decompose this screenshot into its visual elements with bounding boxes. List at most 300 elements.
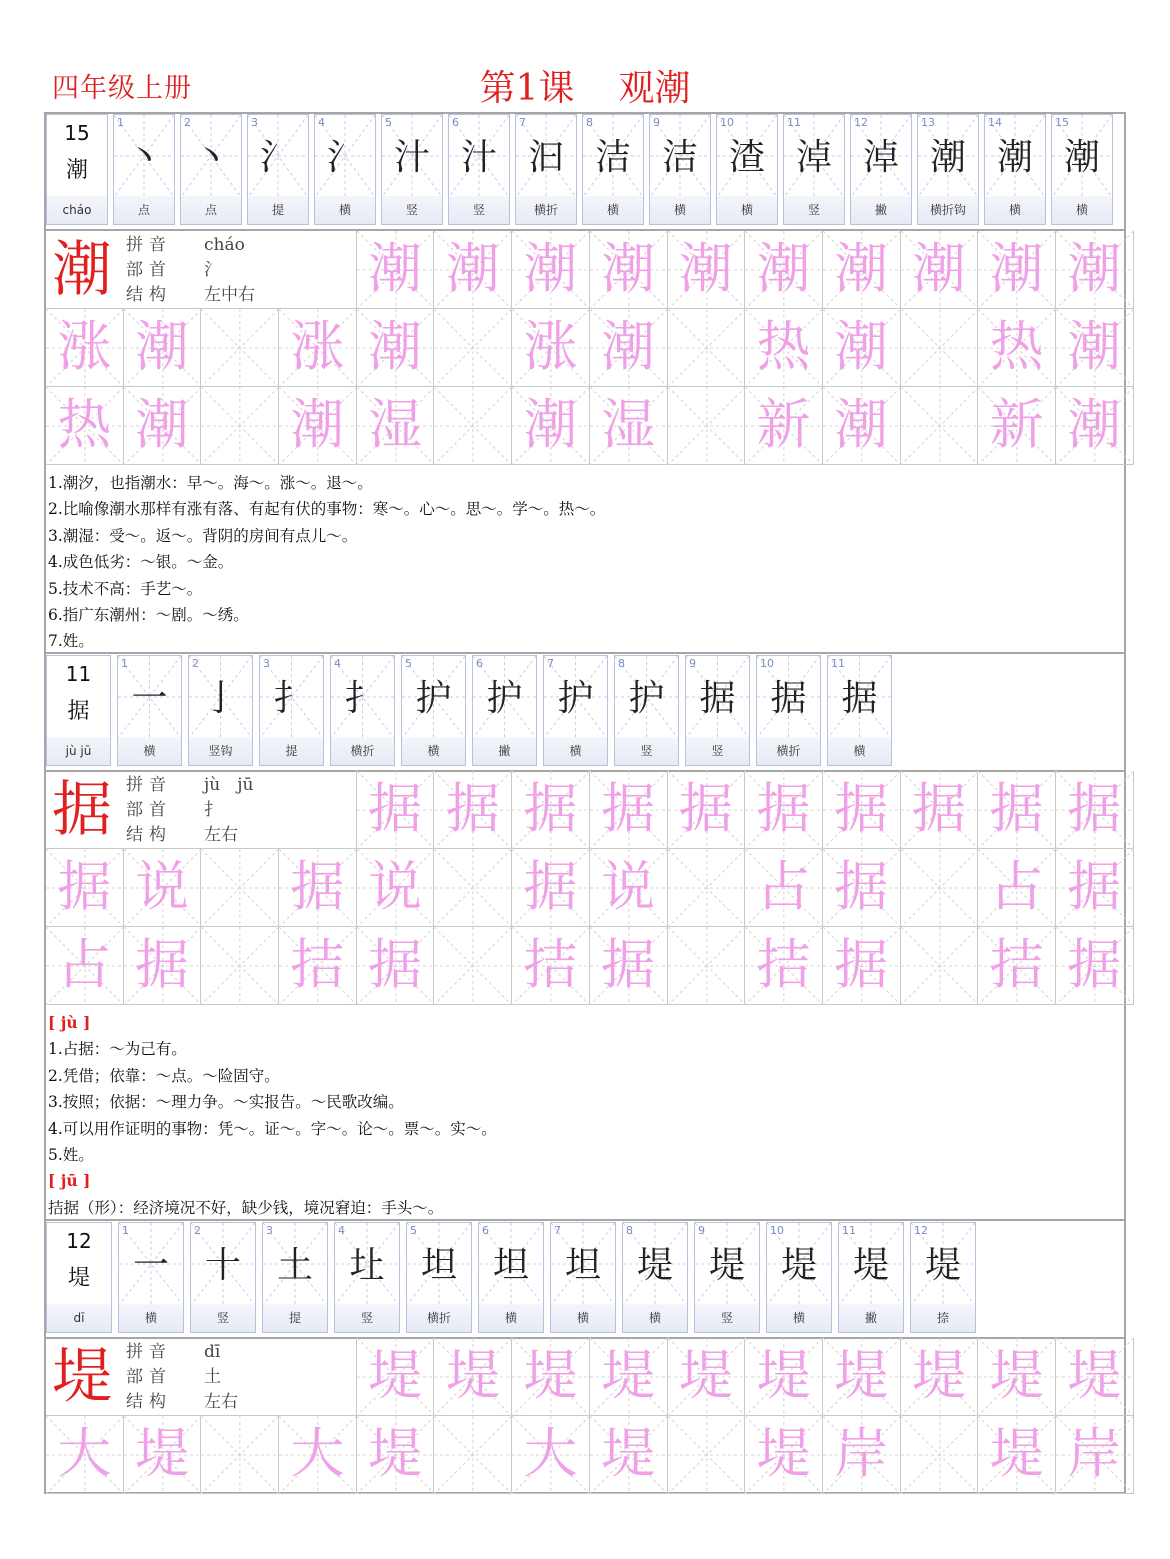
stroke-step-number: 1 [117,116,124,129]
practice-row [357,771,1134,849]
stroke-step-name: 横 [650,196,710,224]
practice-character: 潮 [834,393,889,456]
practice-cell [978,849,1056,927]
practice-character: 拮 [989,933,1044,996]
stroke-step-number: 11 [831,657,845,670]
stroke-step-name: 捺 [911,1304,975,1332]
practice-cell [124,849,202,927]
stroke-step-name: 竖 [695,1304,759,1332]
stroke-step-number: 5 [405,657,412,670]
practice-cell [512,1338,590,1416]
char-info-value: 左右 [204,1392,238,1412]
grid-guide-lines [668,309,746,387]
practice-character: 据 [911,777,966,840]
stroke-count: 15 [64,121,90,145]
practice-cell [357,771,435,849]
practice-character: 岸 [834,1422,889,1485]
practice-cell [512,849,590,927]
stroke-step-cell [515,114,577,225]
definition-line: 3.按照；依据：～理力争。～实报告。～民歌改编。 [48,1093,404,1112]
practice-character: 湿 [601,393,656,456]
practice-character: 潮 [523,237,578,300]
practice-cell [357,309,435,387]
stroke-step-name: 横折 [516,196,576,224]
practice-character: 堤 [1067,1344,1122,1407]
practice-character: 占 [57,933,112,996]
practice-character: 堤 [756,1344,811,1407]
practice-cell [978,309,1056,387]
char-info-cell [46,1338,357,1416]
main-character: 潮 [52,235,112,305]
stroke-step-name: 横 [828,737,891,765]
practice-cell [1056,927,1134,1005]
char-info-label: 拼音 [126,775,172,795]
practice-cell [823,849,901,927]
stroke-count-cell [46,655,111,766]
stroke-char-pinyin: jù jū [47,737,110,765]
stroke-step-box [839,1223,903,1306]
stroke-step-box [985,115,1045,198]
char-info-line [126,233,255,258]
stroke-step-cell [838,1222,904,1333]
stroke-step-box [623,1223,687,1306]
practice-cell [124,927,202,1005]
stroke-step-cell [180,114,242,225]
stroke-step-cell [827,655,892,766]
practice-cell [357,927,435,1005]
practice-cell [901,231,979,309]
definition-line: 1.占据：～为己有。 [48,1040,187,1059]
stroke-step-name: 竖钩 [189,737,252,765]
stroke-step-box [479,1223,543,1306]
practice-cell [434,309,512,387]
practice-character: 潮 [911,237,966,300]
definition-line: 4.可以用作证明的事物：凭～。证～。字～。论～。票～。实～。 [48,1119,497,1138]
practice-character: 据 [445,777,500,840]
practice-character: 据 [1067,933,1122,996]
stroke-count-cell [46,1222,112,1333]
stroke-step-glyph: 土 [276,1245,313,1286]
practice-cell [590,849,668,927]
char-info-label: 部首 [126,800,172,820]
char-info-label: 结构 [126,825,172,845]
stroke-step-number: 3 [266,1224,273,1237]
practice-cell [978,927,1056,1005]
stroke-step-name: 提 [263,1304,327,1332]
stroke-step-cell [850,114,912,225]
stroke-step-box [767,1223,831,1306]
practice-cell [434,387,512,465]
practice-character: 据 [290,855,345,918]
char-info-value: 左中右 [204,285,255,305]
practice-cell [279,927,357,1005]
practice-character: 潮 [135,315,190,378]
stroke-step-number: 4 [338,1224,345,1237]
practice-cell [978,1416,1056,1494]
practice-character: 潮 [135,393,190,456]
stroke-step-number: 10 [720,116,734,129]
stroke-step-number: 6 [476,657,483,670]
stroke-step-box [686,656,749,739]
stroke-step-box [191,1223,255,1306]
stroke-step-box [260,656,323,739]
practice-character: 湿 [368,393,423,456]
char-info-line [126,1340,238,1365]
practice-cell [357,1338,435,1416]
stroke-count-cell [46,114,108,225]
practice-cell [512,771,590,849]
practice-character: 潮 [1067,315,1122,378]
stroke-step-number: 6 [452,116,459,129]
practice-cell [590,1416,668,1494]
stroke-step-number: 10 [770,1224,784,1237]
stroke-char-pinyin: dī [47,1304,111,1332]
practice-character: 说 [135,855,190,918]
stroke-step-box [1052,115,1112,198]
practice-character: 据 [601,933,656,996]
definition-line: 2.比喻像潮水那样有涨有落、有起有伏的事物：寒～。心～。思～。学～。热～。 [48,500,606,519]
practice-cell [823,1338,901,1416]
stroke-step-name: 提 [248,196,308,224]
stroke-step-glyph: 潮 [996,137,1033,178]
practice-character: 涨 [523,315,578,378]
practice-row [46,309,1134,387]
stroke-step-box [248,115,308,198]
stroke-step-glyph: 扌 [344,678,381,719]
stroke-step-box [757,656,820,739]
stroke-step-number: 8 [618,657,625,670]
stroke-step-cell [113,114,175,225]
stroke-step-glyph: 丶 [125,137,162,178]
grid-guide-lines [201,309,279,387]
stroke-step-glyph: 坦 [420,1245,457,1286]
practice-cell [823,387,901,465]
stroke-step-cell [117,655,182,766]
practice-cell [901,927,979,1005]
practice-cell [590,927,668,1005]
stroke-step-number: 4 [318,116,325,129]
stroke-step-box [544,656,607,739]
practice-character: 潮 [523,393,578,456]
stroke-char: 堤 [67,1266,90,1291]
stroke-step-name: 横 [1052,196,1112,224]
practice-cell [823,771,901,849]
stroke-step-name: 横 [544,737,607,765]
stroke-step-number: 11 [787,116,801,129]
practice-character: 潮 [1067,237,1122,300]
stroke-step-box [382,115,442,198]
practice-cell [434,1338,512,1416]
practice-cell [901,771,979,849]
stroke-step-glyph: 汁 [460,137,497,178]
stroke-step-box [119,1223,183,1306]
stroke-step-number: 8 [586,116,593,129]
practice-character: 据 [678,777,733,840]
stroke-step-cell [756,655,821,766]
stroke-step-cell [330,655,395,766]
stroke-step-glyph: 据 [699,678,736,719]
practice-cell [668,927,746,1005]
char-info-label: 结构 [126,1392,172,1412]
practice-cell [590,309,668,387]
practice-cell [978,771,1056,849]
stroke-step-glyph: 洁 [594,137,631,178]
grid-guide-lines [434,387,512,465]
practice-cell [1056,309,1134,387]
practice-cell [745,849,823,927]
practice-character: 热 [57,393,112,456]
stroke-step-cell [406,1222,472,1333]
practice-cell [668,387,746,465]
practice-cell [512,309,590,387]
practice-cell [901,849,979,927]
definition-line: 2.凭借；依靠：～点。～险固守。 [48,1066,280,1085]
stroke-step-name: 竖 [784,196,844,224]
stroke-step-cell [472,655,537,766]
stroke-step-cell [314,114,376,225]
char-info-value: 扌 [204,800,221,820]
practice-character: 堤 [523,1344,578,1407]
practice-character: 据 [989,777,1044,840]
practice-row [357,1338,1134,1416]
practice-cell [279,1416,357,1494]
practice-character: 据 [135,933,190,996]
definition-line: 5.姓。 [48,1146,94,1165]
stroke-step-box [189,656,252,739]
practice-cell [434,231,512,309]
stroke-step-number: 14 [988,116,1002,129]
practice-character: 潮 [368,237,423,300]
practice-character: 潮 [368,315,423,378]
definition-line: 1.潮汐，也指潮水：早～。海～。涨～。退～。 [48,474,373,492]
stroke-step-name: 横折 [407,1304,471,1332]
stroke-step-box [181,115,241,198]
stroke-step-box [315,115,375,198]
stroke-step-name: 竖 [615,737,678,765]
grid-guide-lines [901,927,979,1005]
practice-cell [745,1338,823,1416]
main-character: 堤 [52,1342,112,1412]
stroke-step-name: 竖 [686,737,749,765]
practice-character: 潮 [445,237,500,300]
char-info-value: dī [204,1342,221,1362]
definitions-block [48,470,605,655]
practice-character: 潮 [756,237,811,300]
char-info-line [126,283,255,308]
stroke-char: 潮 [65,158,88,183]
practice-cell [434,1416,512,1494]
practice-cell [668,231,746,309]
practice-character: 据 [1067,777,1122,840]
definitions-block [48,1010,497,1221]
stroke-step-glyph: 护 [486,678,523,719]
stroke-step-cell [118,1222,184,1333]
practice-cell [901,387,979,465]
practice-cell [745,1416,823,1494]
stroke-count: 11 [65,662,92,686]
stroke-step-number: 1 [121,657,128,670]
stroke-char-pinyin: cháo [47,196,107,224]
stroke-step-box [407,1223,471,1306]
practice-character: 热 [756,315,811,378]
practice-character: 堤 [989,1344,1044,1407]
stroke-step-number: 7 [547,657,554,670]
practice-cell [279,309,357,387]
stroke-step-glyph: 氵 [326,137,363,178]
grid-guide-lines [901,849,979,927]
stroke-step-box [516,115,576,198]
stroke-step-cell [622,1222,688,1333]
stroke-step-box [335,1223,399,1306]
stroke-step-glyph: 坦 [564,1245,601,1286]
stroke-step-cell [910,1222,976,1333]
char-info-value: cháo [204,235,245,255]
stroke-step-cell [582,114,644,225]
stroke-step-cell [401,655,466,766]
practice-character: 涨 [290,315,345,378]
grid-guide-lines [434,309,512,387]
stroke-step-name: 提 [260,737,323,765]
stroke-step-cell [478,1222,544,1333]
stroke-step-glyph: 汁 [393,137,430,178]
stroke-step-glyph: 潮 [929,137,966,178]
stroke-step-box [911,1223,975,1306]
practice-character: 据 [368,777,423,840]
stroke-step-cell [614,655,679,766]
practice-character: 大 [57,1422,112,1485]
definition-pinyin: [ jū ] [48,1171,91,1191]
stroke-step-cell [984,114,1046,225]
stroke-step-box [263,1223,327,1306]
stroke-step-name: 横 [551,1304,615,1332]
practice-character: 说 [368,855,423,918]
stroke-step-number: 8 [626,1224,633,1237]
stroke-step-number: 9 [653,116,660,129]
practice-character: 热 [989,315,1044,378]
stroke-step-cell [190,1222,256,1333]
practice-cell [590,1338,668,1416]
char-info-line [126,1365,238,1390]
stroke-step-glyph: 坦 [492,1245,529,1286]
stroke-count: 12 [66,1229,92,1253]
char-info [126,233,255,308]
practice-character: 潮 [1067,393,1122,456]
stroke-step-name: 横折钩 [918,196,978,224]
stroke-step-glyph: 据 [770,678,807,719]
practice-cell [357,231,435,309]
practice-character: 堤 [601,1422,656,1485]
practice-character: 大 [290,1422,345,1485]
practice-cell [590,231,668,309]
stroke-step-name: 撇 [851,196,911,224]
stroke-step-name: 横折 [331,737,394,765]
stroke-step-name: 横 [479,1304,543,1332]
practice-cell [279,849,357,927]
practice-character: 新 [756,393,811,456]
stroke-step-name: 竖 [382,196,442,224]
stroke-step-number: 13 [921,116,935,129]
practice-cell [512,1416,590,1494]
stroke-step-glyph: 氵 [259,137,296,178]
practice-character: 堤 [678,1344,733,1407]
practice-character: 据 [601,777,656,840]
practice-cell [434,771,512,849]
char-info-label: 部首 [126,1367,172,1387]
practice-character: 据 [1067,855,1122,918]
char-info [126,1340,238,1415]
practice-cell [901,309,979,387]
practice-character: 堤 [601,1344,656,1407]
practice-cell [1056,1416,1134,1494]
practice-character: 据 [756,777,811,840]
stroke-order-row [46,1222,982,1335]
stroke-step-number: 3 [251,116,258,129]
char-info-line [126,823,253,848]
practice-character: 潮 [678,237,733,300]
practice-character: 潮 [601,237,656,300]
stroke-step-box [828,656,891,739]
practice-character: 堤 [911,1344,966,1407]
grid-guide-lines [201,927,279,1005]
practice-cell [201,309,279,387]
stroke-step-name: 撇 [473,737,536,765]
stroke-step-number: 6 [482,1224,489,1237]
grid-guide-lines [668,1416,746,1494]
stroke-step-name: 横 [717,196,777,224]
stroke-step-box [918,115,978,198]
stroke-step-box [695,1223,759,1306]
stroke-step-number: 2 [184,116,191,129]
stroke-step-number: 3 [263,657,270,670]
stroke-step-glyph: 护 [557,678,594,719]
practice-cell [978,231,1056,309]
stroke-step-cell [259,655,324,766]
practice-cell [1056,231,1134,309]
practice-cell [901,1338,979,1416]
stroke-step-number: 7 [519,116,526,129]
practice-cell [124,1416,202,1494]
practice-row [46,927,1134,1005]
practice-cell [823,1416,901,1494]
practice-character: 大 [523,1422,578,1485]
char-info-value: 左右 [204,825,238,845]
stroke-step-cell [649,114,711,225]
char-info-label: 结构 [126,285,172,305]
stroke-step-name: 点 [114,196,174,224]
practice-character: 占 [756,855,811,918]
stroke-step-glyph: 堤 [852,1245,889,1286]
stroke-step-number: 15 [1055,116,1069,129]
stroke-order-row [46,114,1118,227]
stroke-step-glyph: 圵 [348,1245,385,1286]
practice-character: 堤 [368,1422,423,1485]
stroke-step-cell [694,1222,760,1333]
grid-guide-lines [668,849,746,927]
stroke-step-glyph: 渣 [728,137,765,178]
stroke-step-name: 横 [402,737,465,765]
grid-guide-lines [201,387,279,465]
definition-line: 3.潮湿：受～。返～。背阴的房间有点儿～。 [48,526,358,545]
practice-cell [46,927,124,1005]
stroke-step-name: 横 [583,196,643,224]
grid-guide-lines [901,387,979,465]
stroke-step-box [114,115,174,198]
definition-line: 5.技术不高：手艺～。 [48,579,203,598]
stroke-step-glyph: 堤 [780,1245,817,1286]
lesson-title [0,60,1170,111]
stroke-step-number: 1 [122,1224,129,1237]
practice-cell [668,1416,746,1494]
